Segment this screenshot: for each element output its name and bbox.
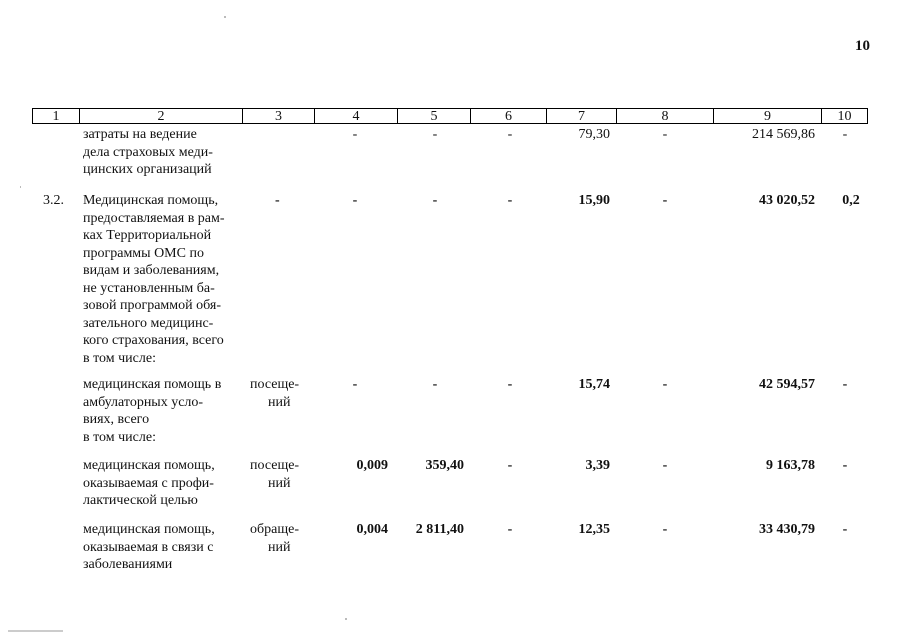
row-description [83,521,237,574]
desc-line: виях, всего [83,412,150,427]
unit-line: ний [268,539,291,555]
col-header-9: 9 [713,108,821,124]
unit-line: обраще- [250,522,299,537]
row-description [83,376,237,446]
desc-line: не установленным ба- [83,280,215,296]
desc-line: зательного медицинс- [83,315,214,331]
cell-col9: 43 020,52 [759,193,815,208]
desc-line: предоставляемая в рам- [83,210,225,226]
desc-line: медицинская помощь, [83,458,215,473]
cell-col9: 33 430,79 [759,522,815,537]
desc-line: в том числе: [83,429,156,445]
cell-col4: 0,004 [356,522,388,537]
desc-line: цинских организаций [83,162,212,177]
cell-col9: 214 569,86 [752,127,815,142]
desc-line: в том числе: [83,350,156,366]
desc-line: зовой программой обя- [83,298,221,313]
row-description [83,457,237,510]
cell-col5: - [432,193,438,208]
col-header-2: 2 [79,108,242,124]
cell-col9: 42 594,57 [759,377,815,392]
desc-line: Медицинская помощь, [83,193,219,208]
cell-col5: 2 811,40 [415,522,464,537]
col-header-10: 10 [821,108,868,124]
desc-line: дела страховых меди- [83,144,213,160]
cell-col9: 9 163,78 [766,458,815,473]
scan-speck [20,186,21,188]
row-number: 3.2. [43,193,64,208]
cell-col6: - [507,522,513,537]
cell-col7: 15,90 [578,193,610,208]
col-header-4: 4 [314,108,397,124]
cell-col8: - [662,193,668,208]
desc-line: кого страхования, всего [83,333,224,348]
cell-col8: - [662,127,668,142]
cell-col10: - [842,458,848,473]
cell-col5: 359,40 [425,458,464,473]
desc-line: видам и заболеваниям, [83,263,220,278]
col-header-7: 7 [546,108,616,124]
cell-col10: - [842,377,848,392]
desc-line: оказываемая в связи с [83,539,214,555]
cell-col7: 3,39 [585,458,610,473]
cell-col3 [250,457,310,492]
cell-col4: - [352,377,358,392]
cell-col6: - [507,377,513,392]
cell-col8: - [662,377,668,392]
scan-speck [224,16,226,18]
desc-line: заболеваниями [83,557,173,572]
desc-line: медицинская помощь, [83,522,215,537]
cell-col3 [250,521,310,556]
cell-col7: 15,74 [578,377,610,392]
unit-line: ний [268,475,291,491]
cell-col4: 0,009 [356,458,388,473]
cell-col6: - [507,127,513,142]
cell-col3 [250,376,310,411]
cell-col4: - [352,193,358,208]
desc-line: медицинская помощь в [83,377,222,392]
cell-col3: - [275,193,280,208]
desc-line: амбулаторных усло- [83,394,204,410]
cell-col8: - [662,458,668,473]
scan-speck [8,630,63,632]
desc-line: ках Территориальной [83,228,212,243]
row-description [83,126,237,179]
desc-line: лактической целью [83,493,198,508]
cell-col7: 12,35 [578,522,610,537]
cell-col6: - [507,193,513,208]
desc-line: оказываемая с профи- [83,475,214,491]
cell-col4: - [352,127,358,142]
col-header-1: 1 [32,108,79,124]
col-header-5: 5 [397,108,470,124]
cell-col5: - [432,377,438,392]
col-header-6: 6 [470,108,546,124]
col-header-8: 8 [616,108,713,124]
desc-line: затраты на ведение [83,127,197,142]
cell-col5: - [432,127,438,142]
cell-col6: - [507,458,513,473]
unit-line: ний [268,394,291,410]
desc-line: программы ОМС по [83,245,204,261]
col-header-3: 3 [242,108,314,124]
cell-col10: 0,2 [842,193,860,208]
unit-line: посеще- [250,377,300,392]
row-description [83,192,237,367]
cell-col7: 79,30 [578,127,610,142]
scan-speck [345,618,347,620]
page-number: 10 [855,38,870,54]
cell-col10: - [842,522,848,537]
cell-col10: - [842,127,848,142]
cell-col8: - [662,522,668,537]
unit-line: посеще- [250,458,300,473]
